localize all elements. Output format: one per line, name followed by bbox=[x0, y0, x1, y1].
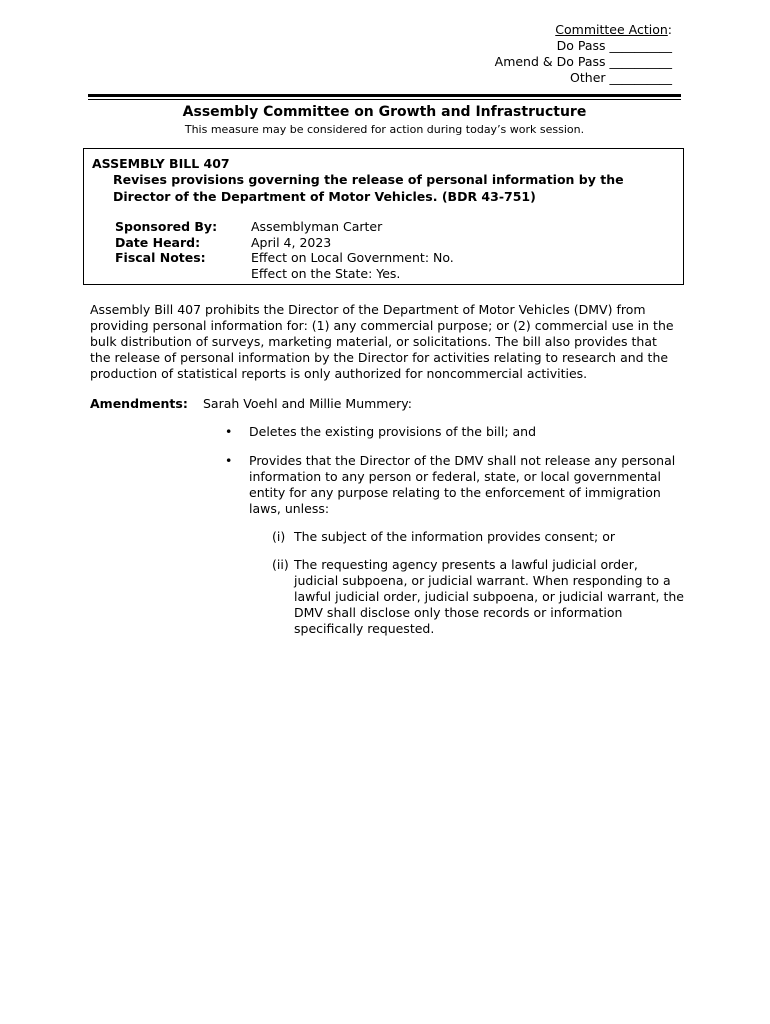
fiscal-local-value: Effect on Local Government: No. bbox=[251, 250, 454, 265]
committee-name: Assembly Committee on Growth and Infrastructure bbox=[182, 104, 587, 120]
sub-item-marker: (ii) bbox=[272, 557, 289, 572]
date-heard-value: April 4, 2023 bbox=[251, 235, 332, 250]
amendment-bullet-text: Provides that the Director of the DMV shall not release any personal information to any person or federal, state, or local governmental entity for any purpose relating to the enforcement of immigration laws, unless: bbox=[249, 453, 676, 516]
sub-item-text: The requesting agency presents a lawful judicial order, judicial subpoena, or judicial warrant. When responding to a lawful judicial order, judicial subpoena, or judicial warrant, the DMV shall disclose only those records or information specifically requested. bbox=[294, 557, 684, 636]
sponsored-by-label: Sponsored By: bbox=[115, 219, 218, 234]
header-rule-thick bbox=[88, 94, 681, 97]
bill-info-box bbox=[83, 148, 684, 285]
bill-description: Assembly Bill 407 prohibits the Director of the Department of Motor Vehicles (DMV) from providing personal information for: (1) any commercial purpose; or (2) commercial use in the bulk distribution of surveys, marketing material, or solicitations. The bill also provides that the release of personal information by the Director for activities relating to research and the production of statistical reports is only authorized for noncommercial activities. bbox=[90, 302, 674, 381]
committee-action-heading bbox=[495, 22, 672, 38]
fiscal-state-value: Effect on the State: Yes. bbox=[251, 266, 401, 281]
bill-summary: Revises provisions governing the release of personal information by the Director of the Department of Motor Vehicles. (BDR 43-751) bbox=[113, 172, 624, 204]
work-session-note: This measure may be considered for action during today’s work session. bbox=[184, 123, 585, 136]
amendment-bullet-text: Deletes the existing provisions of the bill; and bbox=[249, 424, 537, 439]
sub-item-text: The subject of the information provides consent; or bbox=[294, 529, 615, 544]
amendments-label: Amendments: bbox=[90, 396, 188, 411]
fiscal-notes-label: Fiscal Notes: bbox=[115, 250, 206, 265]
committee-action-title: Committee Action bbox=[555, 22, 668, 37]
sub-item-marker: (i) bbox=[272, 529, 286, 544]
committee-action-colon: : bbox=[667, 22, 672, 37]
date-heard-label: Date Heard: bbox=[115, 235, 201, 250]
sponsored-by-value: Assemblyman Carter bbox=[251, 219, 383, 234]
bill-number: ASSEMBLY BILL 407 bbox=[92, 156, 230, 171]
amend-do-pass-line: Amend & Do Pass __________ bbox=[494, 54, 672, 69]
committee-action-block bbox=[495, 22, 672, 86]
other-line: Other __________ bbox=[570, 70, 672, 85]
header-rule-thin bbox=[88, 99, 681, 100]
amendments-sponsors: Sarah Voehl and Millie Mummery: bbox=[203, 396, 412, 411]
bullet-icon: • bbox=[225, 453, 233, 468]
do-pass-line: Do Pass __________ bbox=[556, 38, 672, 53]
bullet-icon: • bbox=[225, 424, 233, 439]
